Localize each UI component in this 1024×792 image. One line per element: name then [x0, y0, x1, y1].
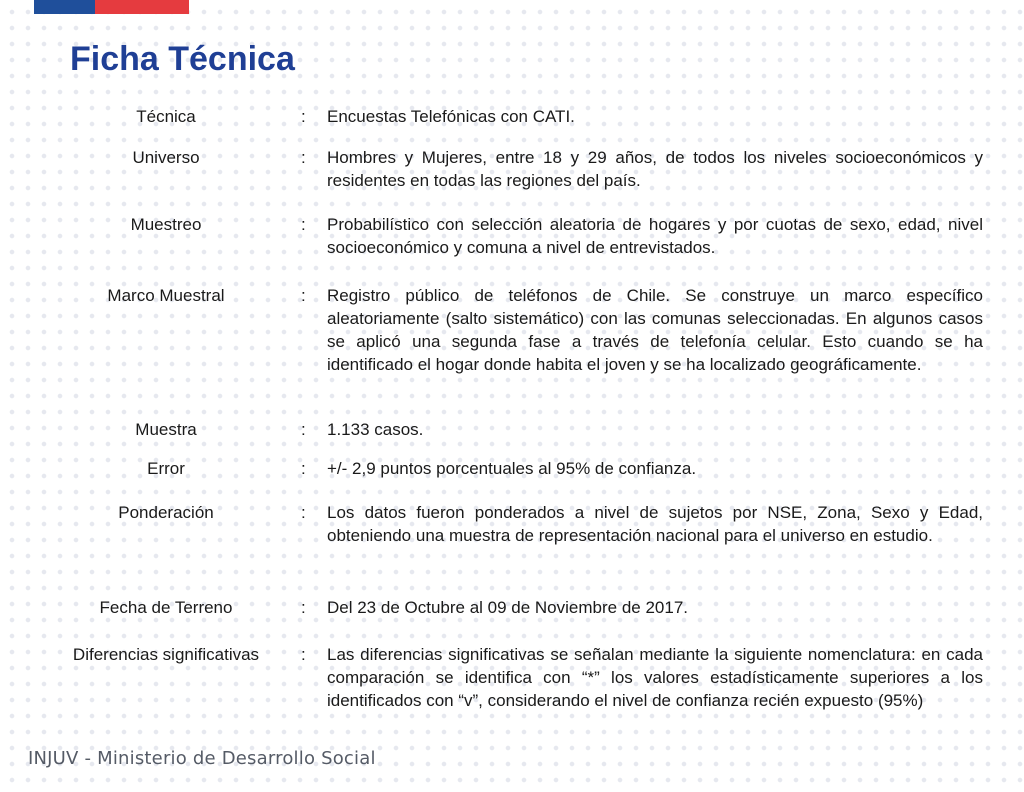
row-colon: :	[301, 645, 306, 664]
row-value: Registro público de teléfonos de Chile. Se construye un marco específico aleatoriamente (salto sistemático) con las comunas seleccionadas. En algunos casos se aplicó una segunda fase a través de telefonía celular. Esto cuando se ha identificado el hogar donde habita el joven y se ha localizado geográficamente.	[327, 286, 983, 374]
row-value: Encuestas Telefónicas con CATI.	[327, 107, 575, 126]
row-value: +/- 2,9 puntos porcentuales al 95% de confianza.	[327, 459, 697, 478]
row-value: Del 23 de Octubre al 09 de Noviembre de 2017.	[327, 598, 689, 617]
row-colon: :	[301, 286, 306, 305]
row-label: Marco Muestral	[107, 286, 225, 305]
row-colon: :	[301, 598, 306, 617]
row-value: Hombres y Mujeres, entre 18 y 29 años, de todos los niveles socioeconómicos y residentes en todas las regiones del país.	[327, 148, 983, 190]
row-label: Ponderación	[118, 503, 214, 522]
row-value: 1.133 casos.	[327, 420, 424, 439]
row-colon: :	[301, 503, 306, 522]
footer-institution: INJUV - Ministerio de Desarrollo Social	[28, 748, 376, 769]
row-colon: :	[301, 215, 306, 234]
row-colon: :	[301, 420, 306, 439]
row-value: Probabilístico con selección aleatoria de hogares y por cuotas de sexo, edad, nivel socioeconómico y comuna a nivel de entrevistados.	[327, 215, 983, 257]
row-colon: :	[301, 148, 306, 167]
row-colon: :	[301, 459, 306, 478]
row-label: Muestra	[135, 420, 197, 439]
row-label: Diferencias significativas	[72, 645, 260, 664]
row-label: Muestreo	[130, 215, 202, 234]
row-label: Universo	[132, 148, 200, 167]
row-value: Los datos fueron ponderados a nivel de sujetos por NSE, Zona, Sexo y Edad, obteniendo una muestra de representación nacional para el universo en estudio.	[327, 503, 983, 545]
page-title: Ficha Técnica	[70, 40, 295, 78]
row-label: Técnica	[136, 107, 196, 126]
row-value: Las diferencias significativas se señalan mediante la siguiente nomenclatura: en cada comparación se identifica con “*” los valores estadísticamente superiores a los identificados con “v”, considerando el nivel de confianza recién expuesto (95%)	[327, 645, 983, 710]
row-label: Fecha de Terreno	[99, 598, 233, 617]
row-label: Error	[147, 459, 185, 478]
row-colon: :	[301, 107, 306, 126]
